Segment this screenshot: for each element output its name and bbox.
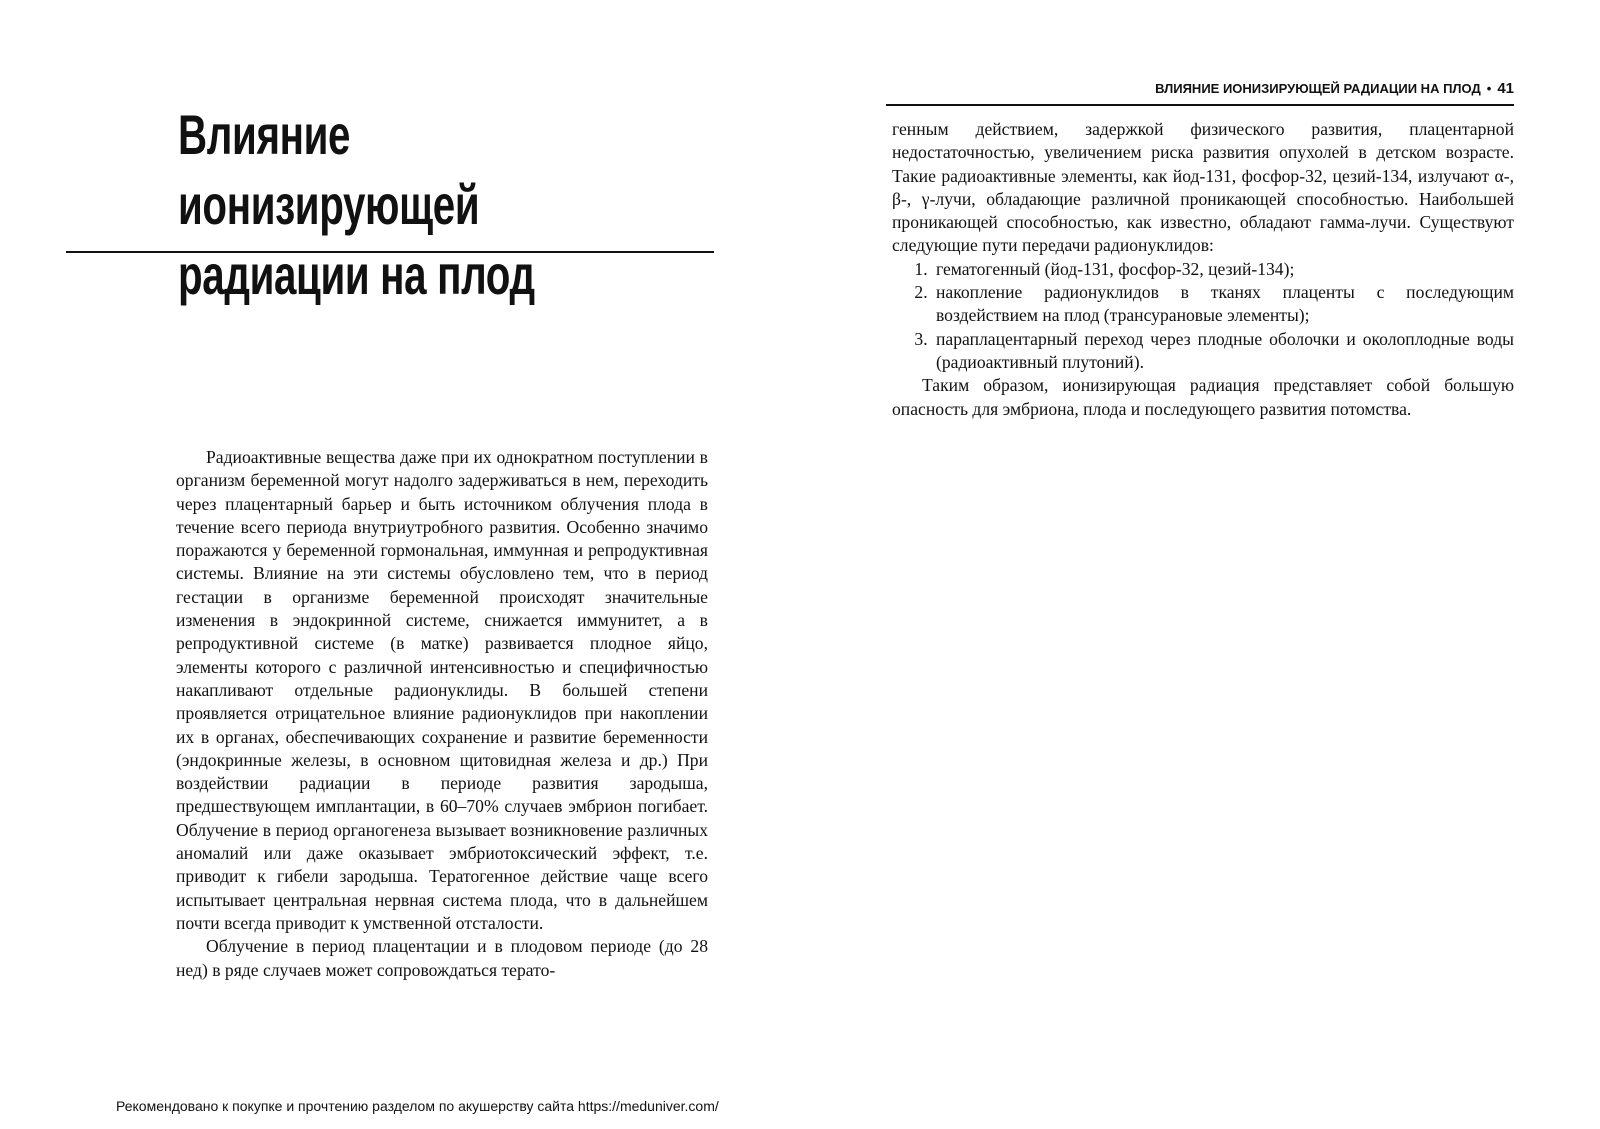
paragraph: генным действием, задержкой физического развития, плацентарной недостаточностью, увеличением риска развития опухолей в детском возрасте. Такие радиоактивные элементы, как йод-131, фосфор-32, цезий-134, излучают α-, β-, γ-лучи, обладающие различной проникающей способностью. Наибольшей проникающей способностью, как известно, обладают гамма-лучи. Существуют следующие пути передачи радионуклидов: bbox=[892, 119, 1514, 256]
paragraph: Облучение в период плацентации и в плодовом периоде (до 28 нед) в ряде случаев может сопровождаться терато- bbox=[176, 936, 708, 980]
page-number: 41 bbox=[1497, 80, 1514, 97]
list-item: 2. накопление радионуклидов в тканях плаценты с последующим воздействием на плод (трансурановые элементы); bbox=[932, 281, 1514, 328]
running-head-title: ВЛИЯНИЕ ИОНИЗИРУЮЩЕЙ РАДИАЦИИ НА ПЛОД bbox=[1155, 81, 1481, 96]
running-head bbox=[886, 80, 1514, 106]
right-body-text bbox=[892, 118, 1514, 421]
footer-note: Рекомендовано к покупке и прочтению разделом по акушерству сайта https://meduniver.com/ bbox=[116, 1098, 719, 1114]
title-divider bbox=[66, 251, 714, 253]
paragraph: Радиоактивные вещества даже при их однократном поступлении в организм беременной могут надолго задерживаться в нем, переходить через плацентарный барьер и быть источником облучения плода в течение всего периода внутриутробного развития. Особенно значимо поражаются у беременной гормональная, иммунная и репродуктивная системы. Влияние на эти системы обусловлено тем, что в период гестации в организме беременной происходят значительные изменения в эндокринной системе, снижается иммунитет, а в репродуктивной системе (в матке) развивается плодное яйцо, элементы которого с различной интенсивностью и специфичностью накапливают отдельные радионуклиды. В большей степени проявляется отрицательное влияние радионуклидов при накоплении их в органах, обеспечивающих сохранение и развитие беременности (эндокринные железы, в основном щитовидная железа и др.) При воздействии радиации в периоде развития зародыша, предшествующем имплантации, в 60–70% случаев эмбрион погибает. Облучение в период органогенеза вызывает возникновение различных аномалий или даже оказывает эмбриотоксический эффект, т.е. приводит к гибели зародыша. Тератогенное действие чаще всего испытывает центральная нервная система плода, что в дальнейшем почти всегда приводит к умственной отсталости. bbox=[176, 447, 708, 933]
list-item: 1. гематогенный (йод-131, фосфор-32, цезий-134); bbox=[932, 258, 1514, 281]
right-page bbox=[800, 0, 1600, 1129]
left-body-text bbox=[176, 446, 708, 982]
bullet-separator: • bbox=[1486, 81, 1492, 96]
transmission-routes-list bbox=[892, 258, 1514, 374]
chapter-title: Влияние ионизирующей радиации на плод bbox=[178, 103, 535, 306]
paragraph: Таким образом, ионизирующая радиация представляет собой большую опасность для эмбриона, плода и последующего развития потомства. bbox=[892, 375, 1514, 419]
list-item: 3. параплацентарный переход через плодные оболочки и околоплодные воды (радиоактивный плутоний). bbox=[932, 328, 1514, 375]
